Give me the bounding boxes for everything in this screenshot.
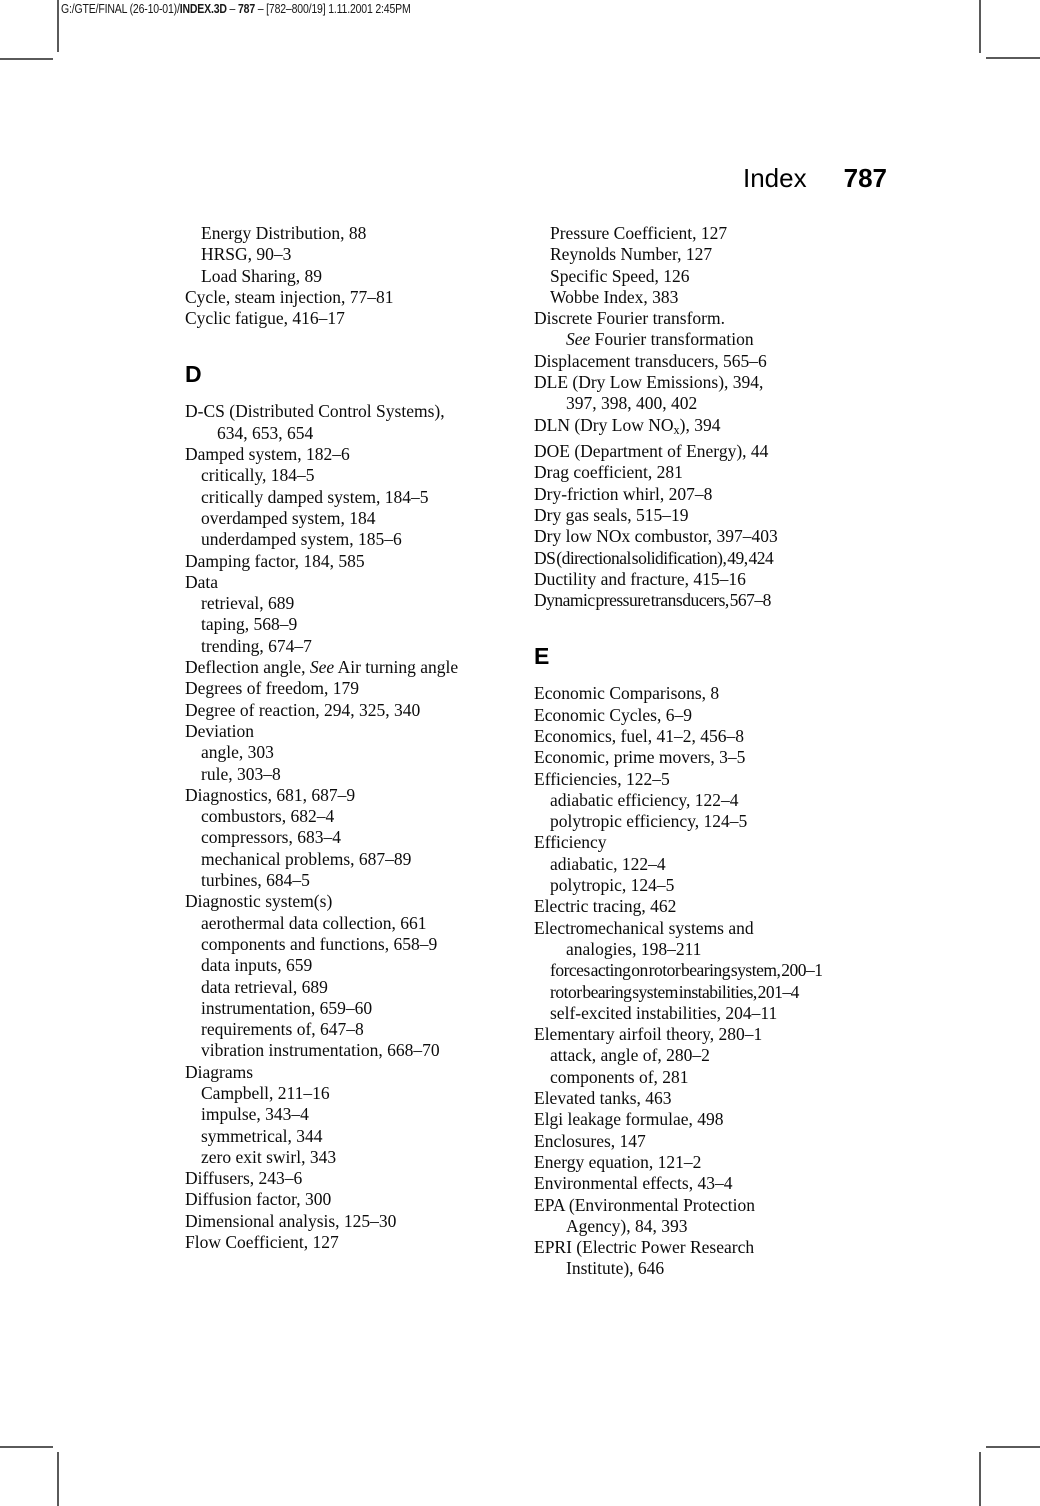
index-entry: Cycle, steam injection, 77–81 (185, 286, 394, 307)
index-entry: data inputs, 659 (201, 955, 313, 976)
text-segment: See (566, 329, 591, 350)
crop-mark-top-right-vertical (979, 0, 981, 53)
index-entry: Diagnostic system(s) (185, 891, 333, 912)
index-entry: Pressure Coefficient, 127 (550, 223, 728, 243)
index-entry: adiabatic, 122–4 (550, 853, 666, 874)
text-segment: – (226, 2, 238, 16)
index-entry: Discrete Fourier transform. (534, 308, 725, 329)
index-entry: Reynolds Number, 127 (550, 244, 713, 265)
index-entry: Diffusion factor, 300 (185, 1189, 332, 1210)
index-entry: Dry gas seals, 515–19 (534, 504, 689, 525)
page-number: 787 (843, 163, 887, 193)
index-entry: compressors, 683–4 (201, 827, 341, 848)
section-letter-header: D (185, 361, 202, 388)
index-entry: DLE (Dry Low Emissions), 394, (534, 372, 764, 393)
index-entry: data retrieval, 689 (201, 976, 328, 997)
index-entry: Elgi leakage formulae, 498 (534, 1109, 724, 1130)
index-entry: 634, 653, 654 (217, 422, 314, 443)
index-entry: Dry-friction whirl, 207–8 (534, 483, 713, 504)
index-entry: components of, 281 (550, 1066, 689, 1087)
text-segment: Deflection angle, (185, 657, 310, 678)
index-entry: Deviation (185, 720, 255, 741)
index-entry: retrieval, 689 (201, 593, 295, 614)
index-entry: Cyclic fatigue, 416–17 (185, 308, 345, 329)
index-entry: critically damped system, 184–5 (201, 486, 429, 507)
text-segment: – [782–800/19] 1.11.2001 2:45PM (255, 2, 411, 16)
index-entry: vibration instrumentation, 668–70 (201, 1040, 440, 1061)
index-entry: taping, 568–9 (201, 614, 298, 635)
index-entry: Energy equation, 121–2 (534, 1151, 702, 1172)
index-entry: Economic, prime movers, 3–5 (534, 747, 746, 768)
index-entry: instrumentation, 659–60 (201, 997, 373, 1018)
text-segment: 787 (237, 2, 256, 16)
text-segment: G:/GTE/FINAL (26-10-01)/ (61, 2, 180, 16)
index-entry: symmetrical, 344 (201, 1125, 323, 1146)
index-entry: angle, 303 (201, 742, 274, 763)
index-entry: forces acting on rotor bearing system, 200–1 (550, 960, 823, 981)
index-entry: rotor bearing system instabilities, 201–4 (550, 981, 799, 1002)
index-entry: Economics, fuel, 41–2, 456–8 (534, 726, 744, 746)
index-entry: polytropic efficiency, 124–5 (550, 811, 748, 832)
index-entry: Dry low NOx combustor, 397–403 (534, 526, 778, 547)
index-entry: HRSG, 90–3 (201, 244, 292, 265)
print-job-header (61, 2, 411, 16)
index-entry: analogies, 198–211 (566, 938, 702, 959)
index-entry: Dimensional analysis, 125–30 (185, 1210, 397, 1231)
running-header-title: Index (743, 163, 807, 193)
index-entry: mechanical problems, 687–89 (201, 848, 412, 869)
index-entry: Load Sharing, 89 (201, 265, 323, 286)
index-column-left (185, 223, 490, 1253)
index-entry: Campbell, 211–16 (201, 1082, 330, 1103)
crop-mark-top-left-horizontal (0, 58, 53, 60)
index-entry: Damped system, 182–6 (185, 444, 350, 465)
index-entry: Data (185, 571, 219, 592)
index-entry: Electromechanical systems and (534, 917, 754, 938)
index-entry: 397, 398, 400, 402 (566, 393, 698, 414)
crop-mark-bottom-right-horizontal (986, 1446, 1040, 1448)
text-segment: ), 394 (679, 414, 721, 435)
index-entry: impulse, 343–4 (201, 1104, 309, 1125)
index-entry (185, 657, 490, 678)
index-entry: trending, 674–7 (201, 635, 312, 656)
text-segment: DLN (Dry Low NO (534, 414, 674, 435)
index-entry (534, 329, 874, 350)
index-entry: Efficiency (534, 832, 607, 853)
index-entry: Degrees of freedom, 179 (185, 678, 359, 699)
index-entry: Damping factor, 184, 585 (185, 550, 365, 571)
index-entry: rule, 303–8 (201, 763, 281, 784)
index-entry: polytropic, 124–5 (550, 875, 675, 896)
crop-mark-bottom-left-vertical (57, 1452, 59, 1506)
index-entry: overdamped system, 184 (201, 507, 376, 528)
index-entry: Displacement transducers, 565–6 (534, 350, 767, 371)
index-entry: Economic Cycles, 6–9 (534, 704, 692, 725)
index-entry: Elevated tanks, 463 (534, 1088, 672, 1109)
index-entry: EPRI (Electric Power Research (534, 1237, 755, 1258)
index-entry: Drag coefficient, 281 (534, 462, 683, 483)
index-entry: Diagnostics, 681, 687–9 (185, 784, 356, 805)
index-entry (534, 415, 874, 441)
index-entry: Elementary airfoil theory, 280–1 (534, 1024, 763, 1045)
index-entry: Specific Speed, 126 (550, 265, 690, 286)
index-entry: adiabatic efficiency, 122–4 (550, 789, 739, 810)
index-entry: underdamped system, 185–6 (201, 529, 402, 550)
index-entry: Diffusers, 243–6 (185, 1168, 303, 1189)
text-segment: INDEX.3D (179, 2, 227, 16)
index-entry: Energy Distribution, 88 (201, 223, 367, 243)
index-entry: Degree of reaction, 294, 325, 340 (185, 699, 421, 720)
index-entry: Flow Coefficient, 127 (185, 1232, 339, 1253)
crop-mark-top-right-horizontal (986, 57, 1040, 59)
index-entry: self-excited instabilities, 204–11 (550, 1002, 778, 1023)
index-entry: D-CS (Distributed Control Systems), (185, 401, 445, 422)
text-segment: Air turning angle (334, 657, 459, 678)
index-entry: Institute), 646 (566, 1258, 665, 1279)
index-entry: Efficiencies, 122–5 (534, 768, 670, 789)
index-entry: DS (directional solidification), 49, 424 (534, 547, 774, 568)
index-entry: attack, angle of, 280–2 (550, 1045, 710, 1066)
text-segment: x (673, 422, 680, 437)
index-entry: combustors, 682–4 (201, 806, 335, 827)
index-column-right (534, 223, 874, 1280)
index-entry: aerothermal data collection, 661 (201, 912, 427, 933)
index-entry: components and functions, 658–9 (201, 933, 438, 954)
running-header (743, 164, 887, 192)
text-segment: Fourier transformation (590, 329, 754, 350)
text-segment: See (309, 657, 335, 678)
index-entry: Electric tracing, 462 (534, 896, 677, 917)
crop-mark-bottom-left-horizontal (0, 1446, 53, 1448)
index-entry: Economic Comparisons, 8 (534, 683, 720, 704)
index-entry: Wobbe Index, 383 (550, 286, 679, 307)
index-entry: Environmental effects, 43–4 (534, 1173, 733, 1194)
index-entry: turbines, 684–5 (201, 870, 310, 891)
index-entry: Dynamic pressure transducers, 567–8 (534, 590, 771, 611)
index-entry: Enclosures, 147 (534, 1130, 646, 1151)
index-entry: critically, 184–5 (201, 465, 315, 486)
crop-mark-top-left-vertical (57, 0, 59, 52)
index-entry: EPA (Environmental Protection (534, 1194, 755, 1215)
index-entry: Agency), 84, 393 (566, 1215, 688, 1236)
section-letter-header: E (534, 643, 550, 670)
index-entry: Ductility and fracture, 415–16 (534, 568, 746, 589)
index-entry: zero exit swirl, 343 (201, 1146, 337, 1167)
index-entry: DOE (Department of Energy), 44 (534, 441, 769, 462)
crop-mark-bottom-right-vertical (979, 1452, 981, 1506)
index-entry: Diagrams (185, 1061, 254, 1082)
index-entry: requirements of, 647–8 (201, 1019, 364, 1040)
